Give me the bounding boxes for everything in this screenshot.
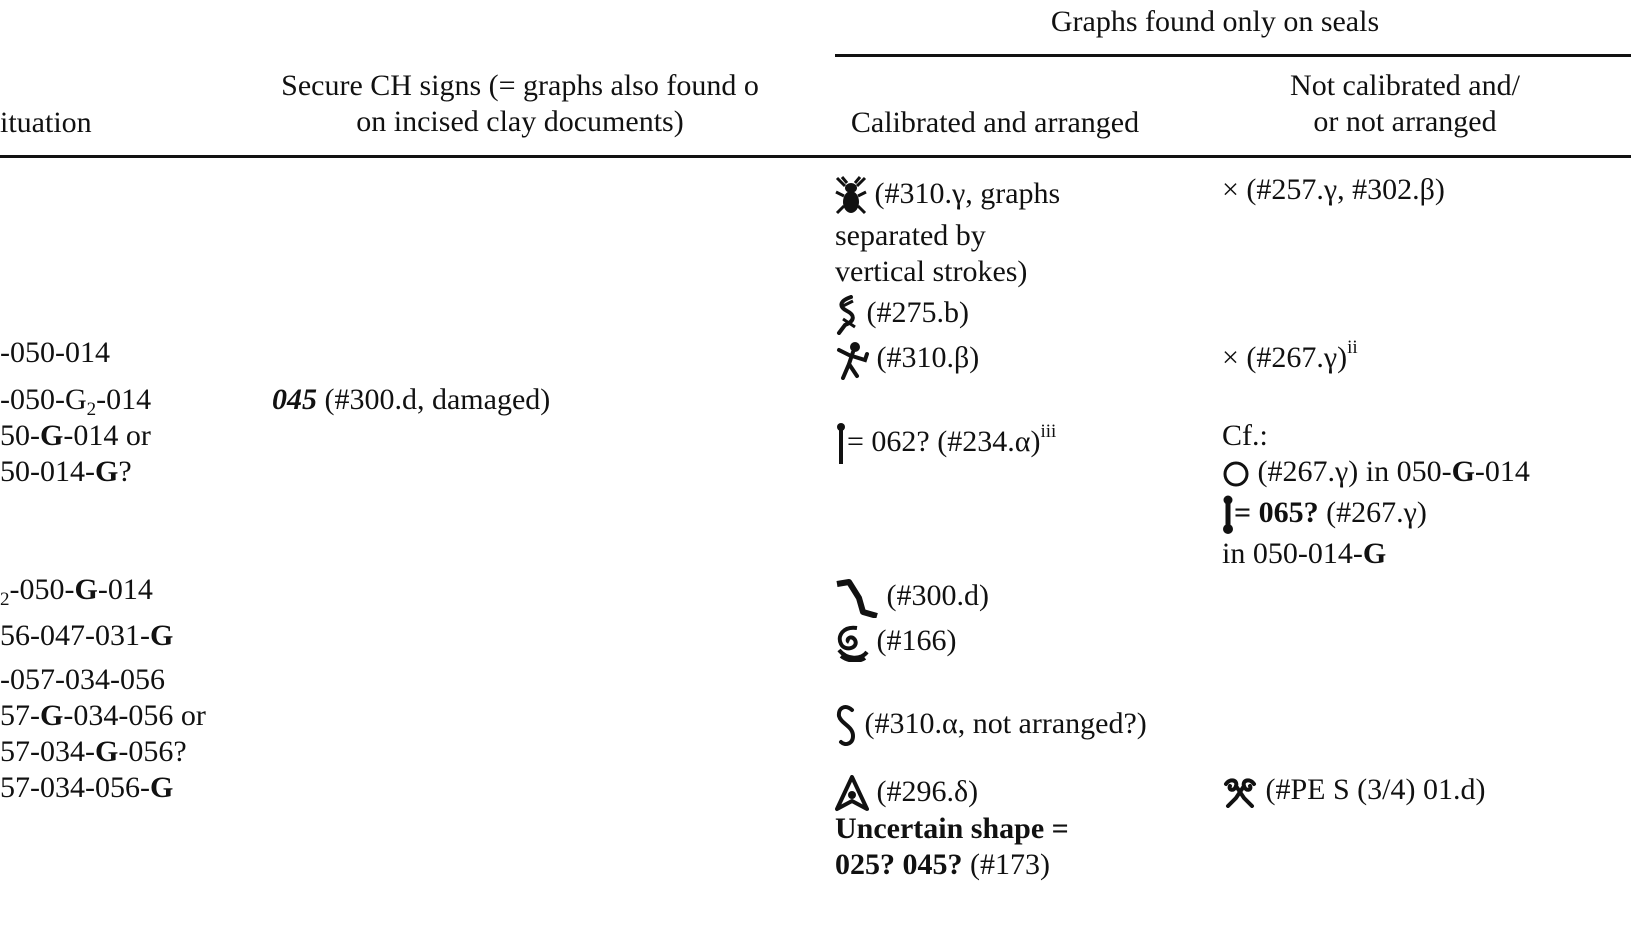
snake-glyph-icon — [835, 295, 859, 335]
col3-entry1-line2: separated by — [835, 219, 986, 252]
col1-row3: 50-G-014 or — [0, 419, 151, 452]
col4-entry3-line2: (#267.γ) in 050-G-014 — [1222, 454, 1530, 490]
header-col1-label: ituation — [0, 106, 92, 139]
col1-row4: 50-014-G? — [0, 455, 132, 488]
header-col4-line2: or not arranged — [1313, 105, 1497, 138]
col3-entry6: (#166) — [835, 623, 956, 662]
col4-entry1: × (#257.γ, #302.β) — [1222, 173, 1445, 206]
header-col4-label — [1220, 68, 1590, 140]
col3-entry1: (#310.γ, graphs — [835, 176, 1060, 216]
col3-entry8: (#296.δ) — [835, 774, 978, 813]
header-col2-label — [240, 68, 800, 140]
header-group-rule — [835, 54, 1631, 57]
col1-row10: 57-034-056-G — [0, 771, 174, 804]
pin-glyph-icon — [835, 422, 847, 466]
header-col2-line1: Secure CH signs (= graphs also found o — [281, 69, 759, 102]
shell-glyph-icon — [835, 624, 869, 662]
header-col3-label: Calibrated and arranged — [850, 106, 1140, 139]
col1-row7: -057-034-056 — [0, 663, 165, 696]
col4-entry3-line3: = 065? (#267.γ) — [1222, 495, 1427, 535]
col3-entry5: (#300.d) — [835, 578, 989, 618]
col4-entry4: (#PE S (3/4) 01.d) — [1222, 772, 1486, 808]
col3-entry1-line3: vertical strokes) — [835, 255, 1028, 288]
header-group-label: Graphs found only on seals — [1050, 5, 1380, 38]
circle-glyph-icon — [1222, 459, 1250, 489]
dancer-glyph-icon — [835, 340, 869, 380]
s-curve-glyph-icon — [835, 704, 857, 748]
col1-row8: 57-G-034-056 or — [0, 699, 206, 732]
col1-row1: -050-014 — [0, 336, 110, 369]
leg-glyph-icon — [835, 578, 879, 618]
col1-row6: 56-047-031-G — [0, 619, 174, 652]
col3-entry4: = 062? (#234.α)$^{iii}$ — [835, 422, 1056, 466]
col4-entry2: × (#267.γ)$^{ii}$ — [1222, 337, 1358, 374]
col2-sign: 045 (#300.d, damaged) — [272, 383, 551, 416]
double-spiral-glyph-icon — [1222, 776, 1258, 808]
header-bottom-rule — [0, 155, 1631, 158]
col1-row5: $_2$-050-G-014 — [0, 573, 153, 610]
col4-entry3-line4: in 050-014-G — [1222, 537, 1387, 570]
col3-entry2: (#275.b) — [835, 295, 969, 335]
col1-row2: $-050-G_2-014$ — [0, 383, 152, 420]
col3-entry9-line2: 025? 045? (#173) — [835, 848, 1050, 881]
col3-entry3: (#310.β) — [835, 340, 979, 380]
header-col2-line2: on incised clay documents) — [356, 105, 684, 138]
col3-entry7: (#310.α, not arranged?) — [835, 704, 1147, 748]
col3-entry9-line1: Uncertain shape = — [835, 812, 1069, 845]
pin-bold-glyph-icon — [1222, 495, 1234, 535]
col1-row9: 57-034-G-056? — [0, 735, 187, 768]
arrowhead-glyph-icon — [835, 775, 869, 813]
spider-glyph-icon — [835, 176, 867, 216]
header-col4-line1: Not calibrated and/ — [1290, 69, 1520, 102]
col4-entry3-line1: Cf.: — [1222, 419, 1268, 452]
